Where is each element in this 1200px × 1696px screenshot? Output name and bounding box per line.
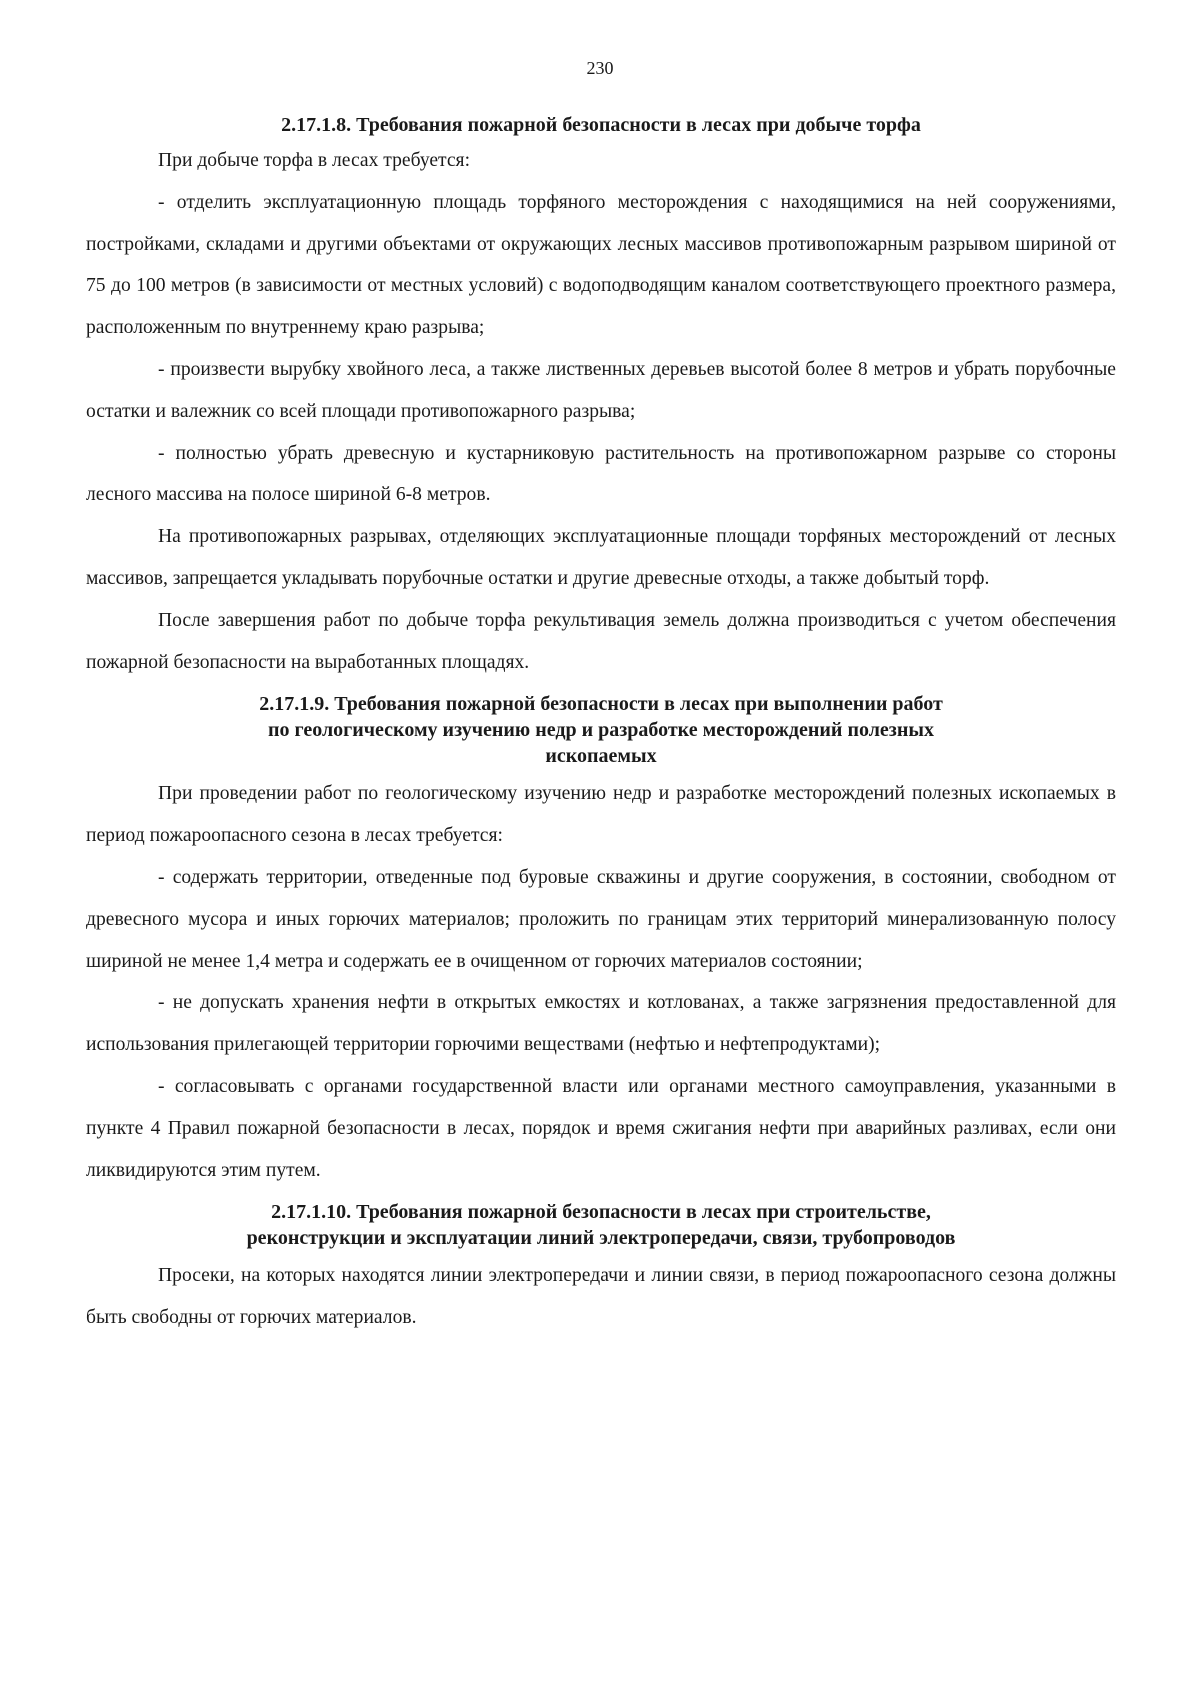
heading-line: по геологическому изучению недр и разработке месторождений полезных (268, 719, 934, 742)
paragraph: - не допускать хранения нефти в открытых емкостях и котлованах, а также загрязнения предоставленной для использования прилегающей территории горючими веществами (нефтью и нефтепродуктами); (86, 992, 1116, 1056)
section-2-17-1-9 (86, 691, 1116, 1191)
paragraph: - произвести вырубку хвойного леса, а также лиственных деревьев высотой более 8 метров и убрать порубочные остатки и валежник со всей площади противопожарного разрыва; (86, 358, 1116, 422)
section-heading (86, 691, 1116, 769)
section-2-17-1-10 (86, 1199, 1116, 1339)
paragraph: - содержать территории, отведенные под буровые скважины и другие сооружения, в состоянии, свободном от древесного мусора и иных горючих материалов; проложить по границам этих территорий минерализованную полосу шириной не менее 1,4 метра и содержать ее в очищенном от горючих материалов состоянии; (86, 866, 1116, 972)
heading-line: 2.17.1.9. Требования пожарной безопасности в лесах при выполнении работ (259, 693, 943, 716)
paragraph: - согласовывать с органами государственной власти или органами местного самоуправления, указанными в пункте 4 Правил пожарной безопасности в лесах, порядок и время сжигания нефти при аварийных разливах, если они ликвидируются этим путем. (86, 1075, 1116, 1181)
heading-line: 2.17.1.10. Требования пожарной безопасности в лесах при строительстве, (271, 1201, 931, 1224)
paragraph: - отделить эксплуатационную площадь торфяного месторождения с находящимися на ней сооружениями, постройками, складами и другими объектами от окружающих лесных массивов противопожарным разрывом шириной от 75 до 100 метров (в зависимости от местных условий) с водоподводящим каналом соответствующего проектного размера, расположенным по внутреннему краю разрыва; (86, 191, 1116, 339)
paragraph: После завершения работ по добыче торфа рекультивация земель должна производиться с учетом обеспечения пожарной безопасности на выработанных площадях. (86, 609, 1116, 673)
heading-line: ископаемых (545, 745, 657, 768)
paragraph: При проведении работ по геологическому изучению недр и разработке месторождений полезных ископаемых в период пожароопасного сезона в лесах требуется: (86, 783, 1116, 847)
page-body (86, 112, 1116, 1339)
paragraph: При добыче торфа в лесах требуется: (158, 150, 471, 171)
paragraph: Просеки, на которых находятся линии электропередачи и линии связи, в период пожароопасного сезона должны быть свободны от горючих материалов. (86, 1265, 1116, 1329)
section-heading (86, 1199, 1116, 1251)
paragraph: На противопожарных разрывах, отделяющих эксплуатационные площади торфяных месторождений от лесных массивов, запрещается укладывать порубочные остатки и другие древесные отходы, а также добытый торф. (86, 526, 1116, 589)
heading-line: реконструкции и эксплуатации линий электропередачи, связи, трубопроводов (246, 1227, 956, 1250)
section-heading: 2.17.1.8. Требования пожарной безопасности в лесах при добыче торфа (281, 114, 921, 136)
page-number: 230 (586, 58, 614, 78)
paragraph: - полностью убрать древесную и кустарниковую растительность на противопожарном разрыве со стороны лесного массива на полосе шириной 6-8 метров. (86, 442, 1116, 506)
section-2-17-1-8 (86, 112, 1116, 683)
